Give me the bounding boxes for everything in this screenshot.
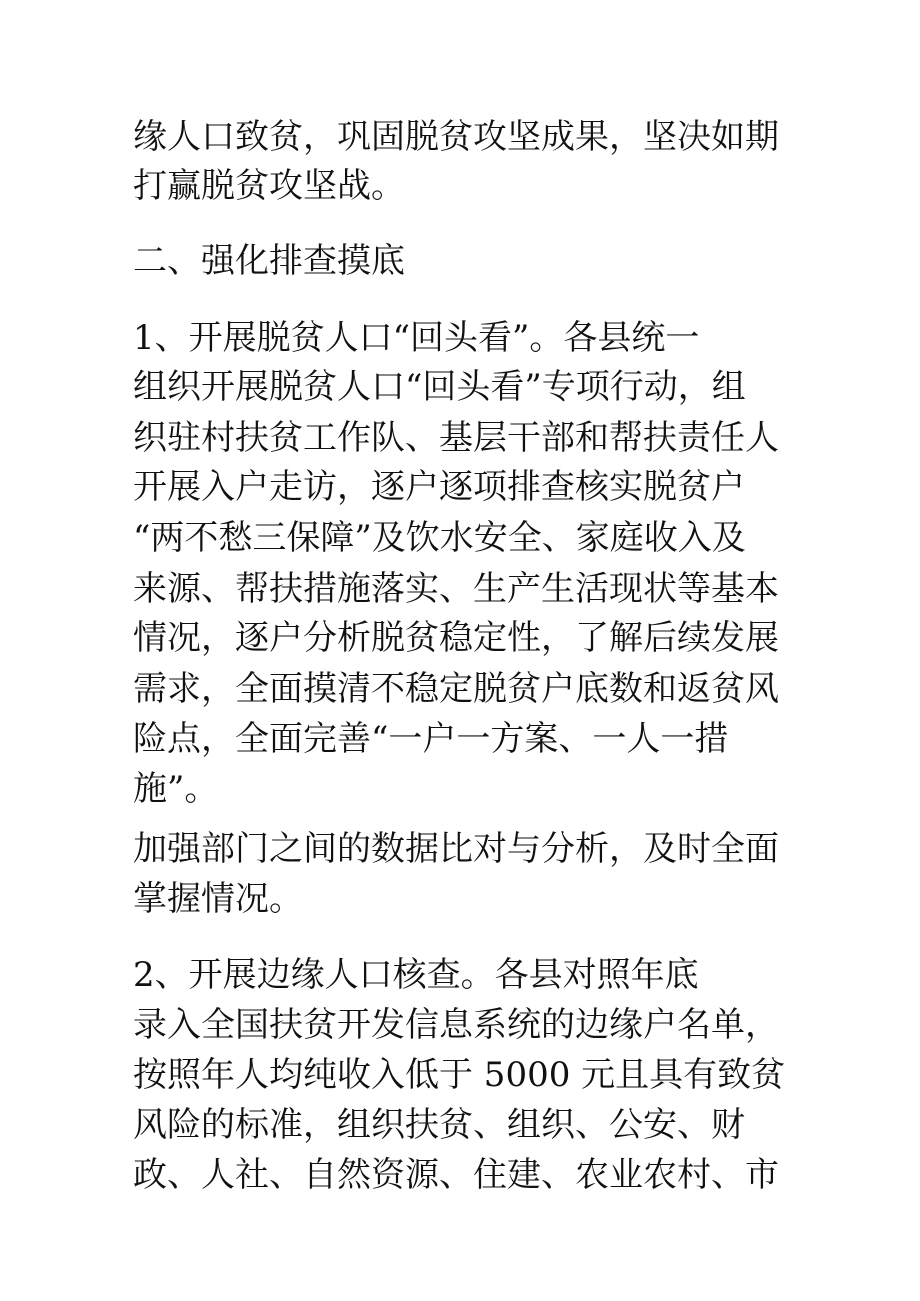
text-line: 风险的标准，组织扶贫、组织、公安、财 bbox=[133, 1105, 745, 1145]
text-line: 打赢脱贫攻坚战。 bbox=[133, 166, 405, 206]
text-line: 加强部门之间的数据比对与分析，及时全面 bbox=[133, 829, 779, 869]
text-line: 2、开展边缘人口核查。各县对照年底 bbox=[133, 955, 699, 995]
text-line: 录入全国扶贫开发信息系统的边缘户名单， bbox=[133, 1005, 779, 1045]
text-line: 险点，全面完善“一户一方案、一人一措 bbox=[133, 719, 729, 759]
text-line: 政、人社、自然资源、住建、农业农村、市 bbox=[133, 1155, 779, 1195]
text-line: “两不愁三保障”及饮水安全、家庭收入及 bbox=[133, 518, 746, 558]
text-line: 缘人口致贫，巩固脱贫攻坚成果，坚决如期 bbox=[133, 117, 779, 157]
text-line: 按照年人均纯收入低于 5000 元且具有致贫 bbox=[133, 1055, 786, 1095]
text-line: 情况，逐户分析脱贫稳定性，了解后续发展 bbox=[133, 618, 779, 658]
text-line: 来源、帮扶措施落实、生产生活现状等基本 bbox=[133, 569, 779, 609]
text-line: 织驻村扶贫工作队、基层干部和帮扶责任人 bbox=[133, 418, 779, 458]
section-heading: 二、强化排查摸底 bbox=[133, 241, 405, 281]
text-line: 需求，全面摸清不稳定脱贫户底数和返贫风 bbox=[133, 669, 779, 709]
text-line: 开展入户走访，逐户逐项排查核实脱贫户 bbox=[133, 467, 745, 507]
text-line: 施”。 bbox=[133, 769, 219, 809]
text-line: 掌握情况。 bbox=[133, 879, 303, 919]
text-line: 组织开展脱贫人口“回头看”专项行动，组 bbox=[133, 367, 746, 407]
text-line: 1、开展脱贫人口“回头看”。各县统一 bbox=[133, 318, 700, 358]
